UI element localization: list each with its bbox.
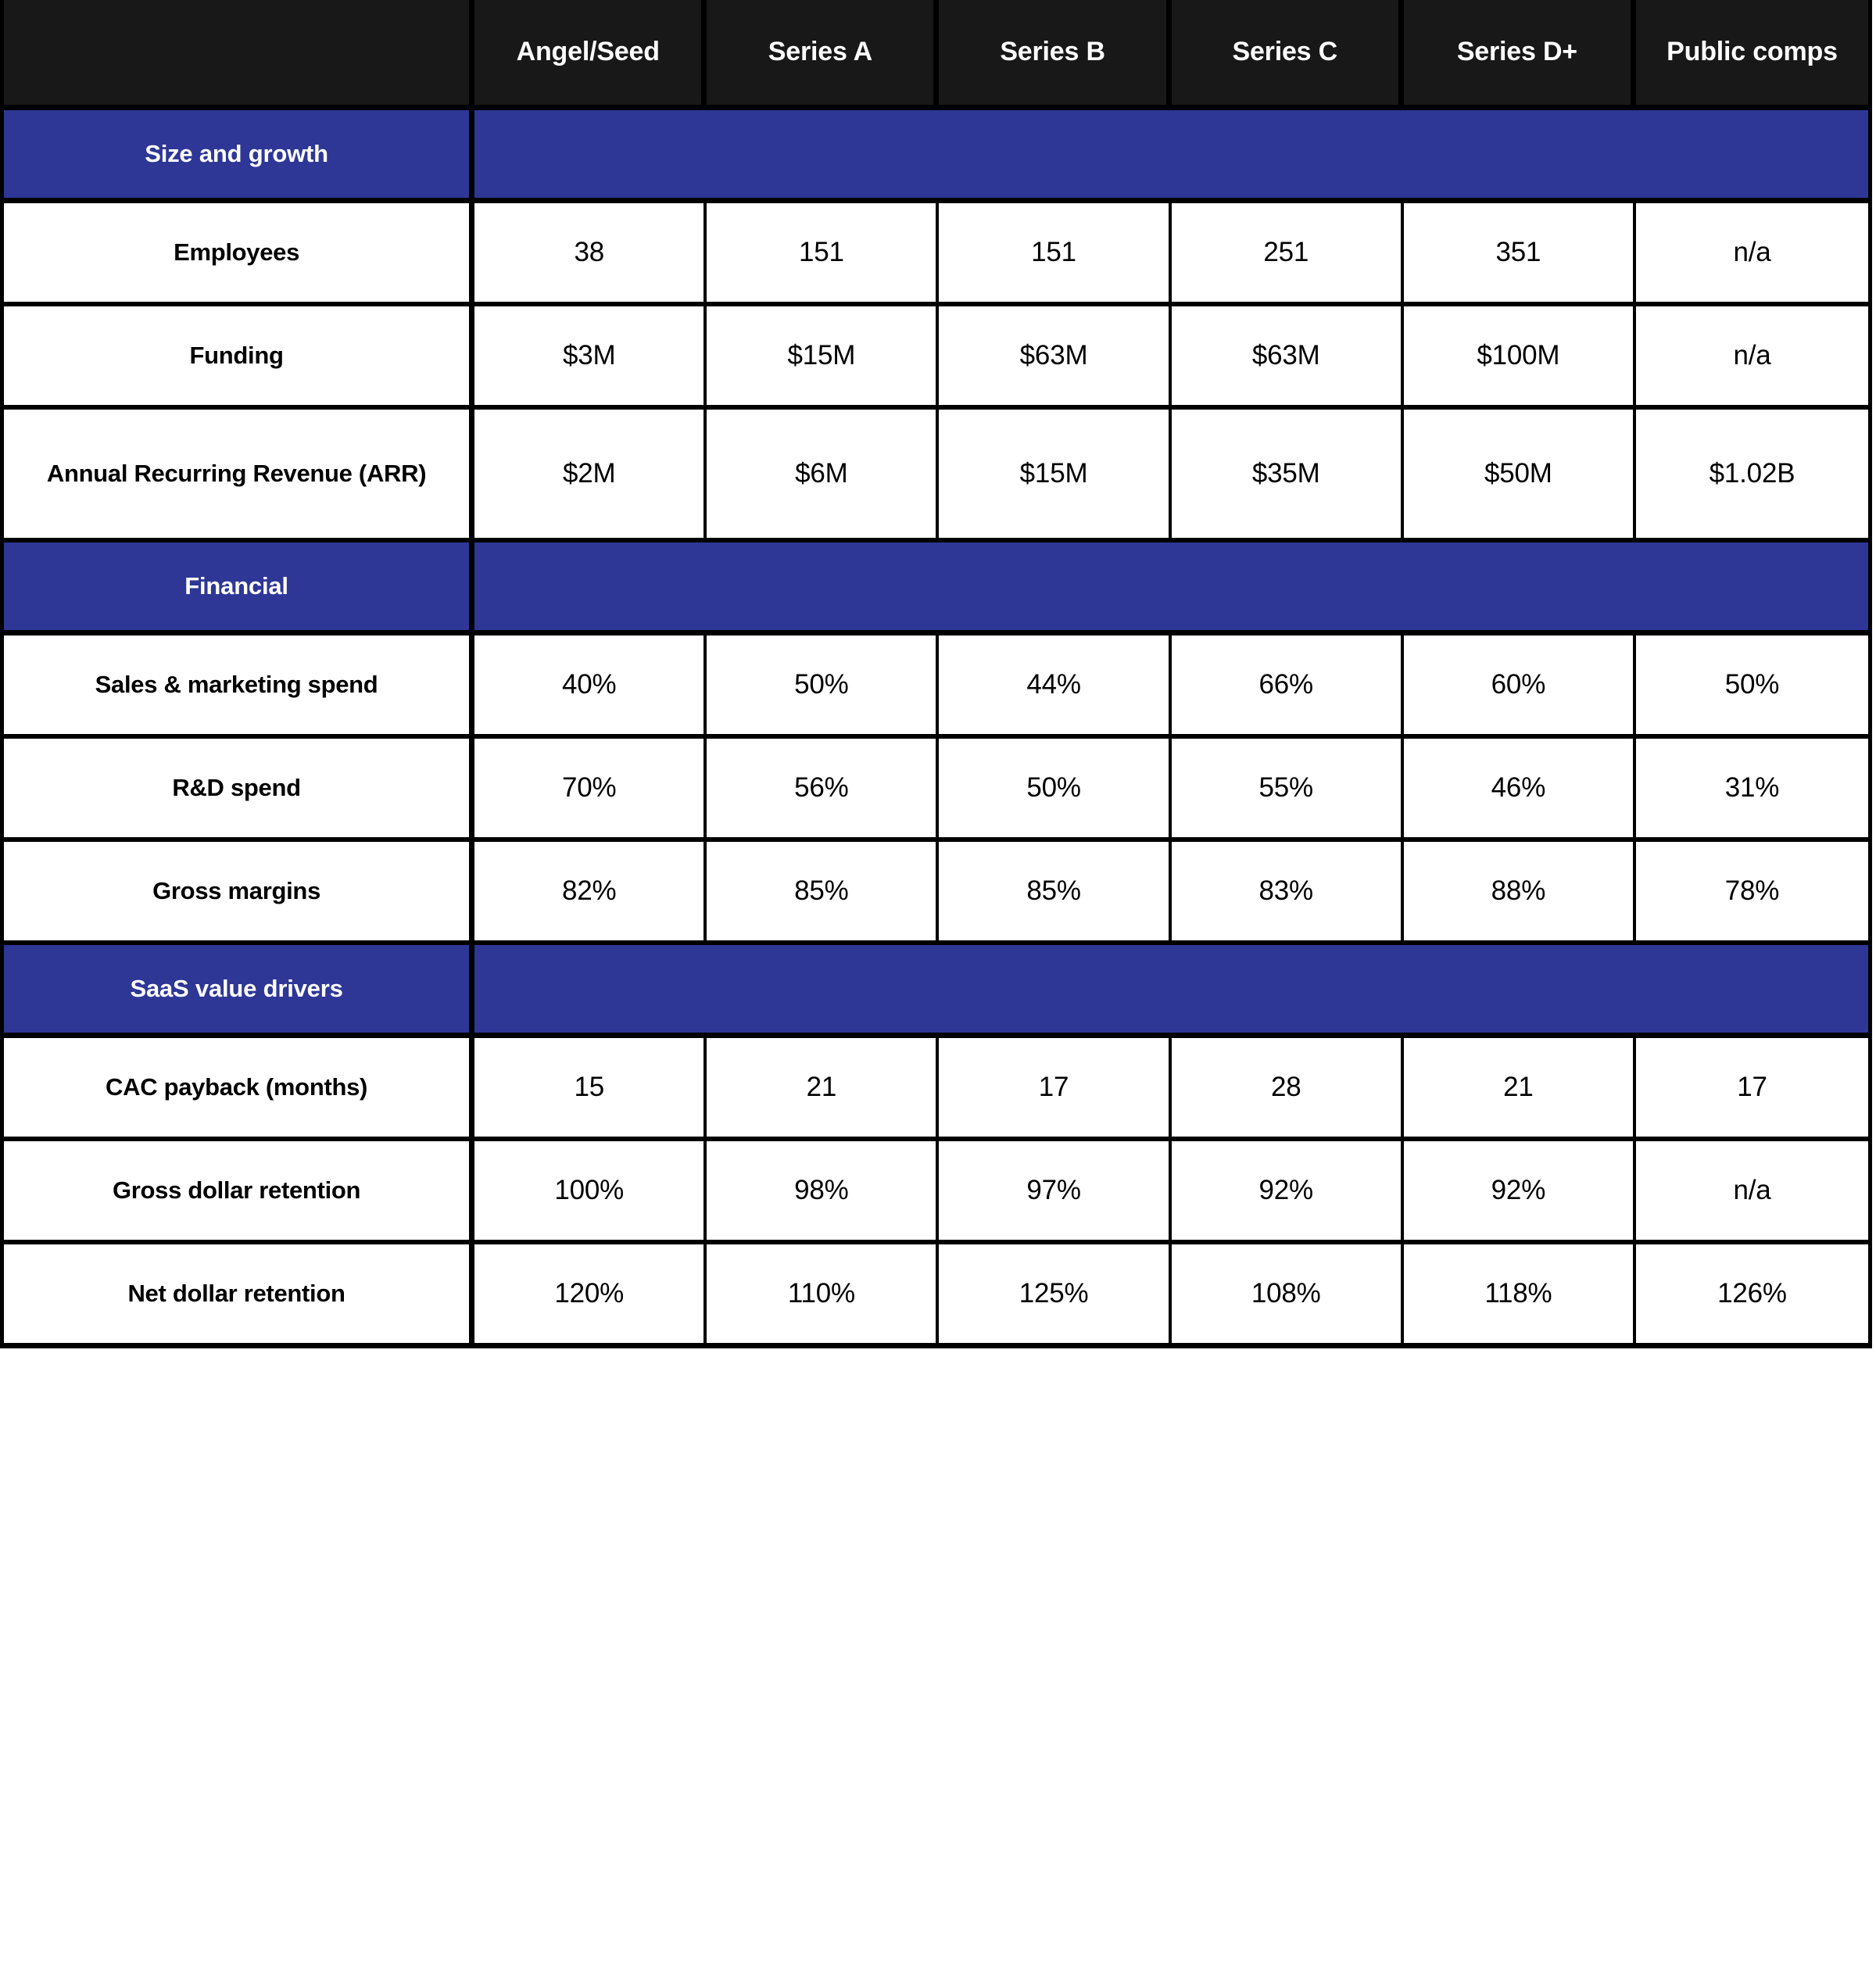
cell-rd-spend-series-a: 56%: [707, 739, 939, 842]
cell-gross-margins-series-a: 85%: [707, 842, 939, 945]
cell-net-dollar-retention-series-a: 110%: [707, 1244, 939, 1348]
table-row-gross-dollar-retention: [0, 1141, 1872, 1244]
section-header-saas-value-drivers: [0, 945, 1872, 1038]
row-label-sales-marketing-spend: Sales & marketing spend: [0, 636, 474, 739]
column-header-series-a: Series A: [707, 0, 939, 110]
cell-funding-series-b: $63M: [939, 306, 1171, 410]
cell-net-dollar-retention-angel-seed: 120%: [474, 1244, 707, 1348]
cell-funding-series-a: $15M: [707, 306, 939, 410]
cell-gross-dollar-retention-angel-seed: 100%: [474, 1141, 707, 1244]
cell-gross-dollar-retention-public-comps: n/a: [1636, 1141, 1872, 1244]
cell-rd-spend-series-d-plus: 46%: [1404, 739, 1636, 842]
table-row-arr: [0, 410, 1872, 542]
table-row-gross-margins: [0, 842, 1872, 945]
cell-sales-marketing-series-a: 50%: [707, 636, 939, 739]
column-header-series-b: Series B: [939, 0, 1171, 110]
cell-employees-series-a: 151: [707, 203, 939, 306]
cell-cac-payback-series-b: 17: [939, 1038, 1171, 1141]
table-row-sales-marketing-spend: [0, 636, 1872, 739]
cell-funding-public-comps: n/a: [1636, 306, 1872, 410]
header-corner-cell: [0, 0, 474, 110]
table-row-net-dollar-retention: [0, 1244, 1872, 1348]
cell-employees-angel-seed: 38: [474, 203, 707, 306]
cell-gross-dollar-retention-series-a: 98%: [707, 1141, 939, 1244]
cell-arr-series-b: $15M: [939, 410, 1171, 542]
table-head: [0, 0, 1872, 110]
cell-arr-public-comps: $1.02B: [1636, 410, 1872, 542]
column-header-series-d-plus: Series D+: [1404, 0, 1636, 110]
table-row-cac-payback: [0, 1038, 1872, 1141]
column-header-public-comps: Public comps: [1636, 0, 1872, 110]
cell-arr-series-d-plus: $50M: [1404, 410, 1636, 542]
cell-funding-series-d-plus: $100M: [1404, 306, 1636, 410]
cell-net-dollar-retention-public-comps: 126%: [1636, 1244, 1872, 1348]
section-title-saas-value-drivers: SaaS value drivers: [0, 945, 474, 1038]
cell-arr-series-a: $6M: [707, 410, 939, 542]
section-header-financial: [0, 542, 1872, 636]
row-label-rd-spend: R&D spend: [0, 739, 474, 842]
table-row-employees: [0, 203, 1872, 306]
header-row: [0, 0, 1872, 110]
section-title-size-and-growth: Size and growth: [0, 110, 474, 203]
row-label-employees: Employees: [0, 203, 474, 306]
cell-cac-payback-public-comps: 17: [1636, 1038, 1872, 1141]
section-title-financial: Financial: [0, 542, 474, 636]
row-label-cac-payback: CAC payback (months): [0, 1038, 474, 1141]
column-header-series-c: Series C: [1172, 0, 1404, 110]
cell-rd-spend-angel-seed: 70%: [474, 739, 707, 842]
cell-net-dollar-retention-series-b: 125%: [939, 1244, 1171, 1348]
cell-rd-spend-series-c: 55%: [1172, 739, 1404, 842]
cell-arr-angel-seed: $2M: [474, 410, 707, 542]
cell-cac-payback-series-c: 28: [1172, 1038, 1404, 1141]
section-header-size-and-growth: [0, 110, 1872, 203]
row-label-arr: Annual Recurring Revenue (ARR): [0, 410, 474, 542]
cell-sales-marketing-series-d-plus: 60%: [1404, 636, 1636, 739]
cell-rd-spend-series-b: 50%: [939, 739, 1171, 842]
cell-funding-angel-seed: $3M: [474, 306, 707, 410]
table-row-rd-spend: [0, 739, 1872, 842]
row-label-funding: Funding: [0, 306, 474, 410]
cell-gross-margins-series-c: 83%: [1172, 842, 1404, 945]
cell-sales-marketing-series-c: 66%: [1172, 636, 1404, 739]
cell-sales-marketing-angel-seed: 40%: [474, 636, 707, 739]
row-label-gross-dollar-retention: Gross dollar retention: [0, 1141, 474, 1244]
section-band-saas-value-drivers: [474, 945, 1872, 1038]
table-body: [0, 110, 1872, 1348]
cell-net-dollar-retention-series-c: 108%: [1172, 1244, 1404, 1348]
cell-gross-dollar-retention-series-c: 92%: [1172, 1141, 1404, 1244]
cell-gross-dollar-retention-series-d-plus: 92%: [1404, 1141, 1636, 1244]
section-band-size-and-growth: [474, 110, 1872, 203]
cell-employees-series-c: 251: [1172, 203, 1404, 306]
cell-gross-margins-series-d-plus: 88%: [1404, 842, 1636, 945]
column-header-angel-seed: Angel/Seed: [474, 0, 707, 110]
cell-gross-margins-series-b: 85%: [939, 842, 1171, 945]
cell-sales-marketing-series-b: 44%: [939, 636, 1171, 739]
cell-cac-payback-series-a: 21: [707, 1038, 939, 1141]
cell-sales-marketing-public-comps: 50%: [1636, 636, 1872, 739]
cell-rd-spend-public-comps: 31%: [1636, 739, 1872, 842]
cell-gross-dollar-retention-series-b: 97%: [939, 1141, 1171, 1244]
section-band-financial: [474, 542, 1872, 636]
row-label-gross-margins: Gross margins: [0, 842, 474, 945]
cell-gross-margins-angel-seed: 82%: [474, 842, 707, 945]
row-label-net-dollar-retention: Net dollar retention: [0, 1244, 474, 1348]
cell-cac-payback-series-d-plus: 21: [1404, 1038, 1636, 1141]
cell-gross-margins-public-comps: 78%: [1636, 842, 1872, 945]
table-row-funding: [0, 306, 1872, 410]
cell-employees-series-d-plus: 351: [1404, 203, 1636, 306]
cell-employees-public-comps: n/a: [1636, 203, 1872, 306]
cell-cac-payback-angel-seed: 15: [474, 1038, 707, 1141]
cell-net-dollar-retention-series-d-plus: 118%: [1404, 1244, 1636, 1348]
cell-employees-series-b: 151: [939, 203, 1171, 306]
cell-funding-series-c: $63M: [1172, 306, 1404, 410]
cell-arr-series-c: $35M: [1172, 410, 1404, 542]
